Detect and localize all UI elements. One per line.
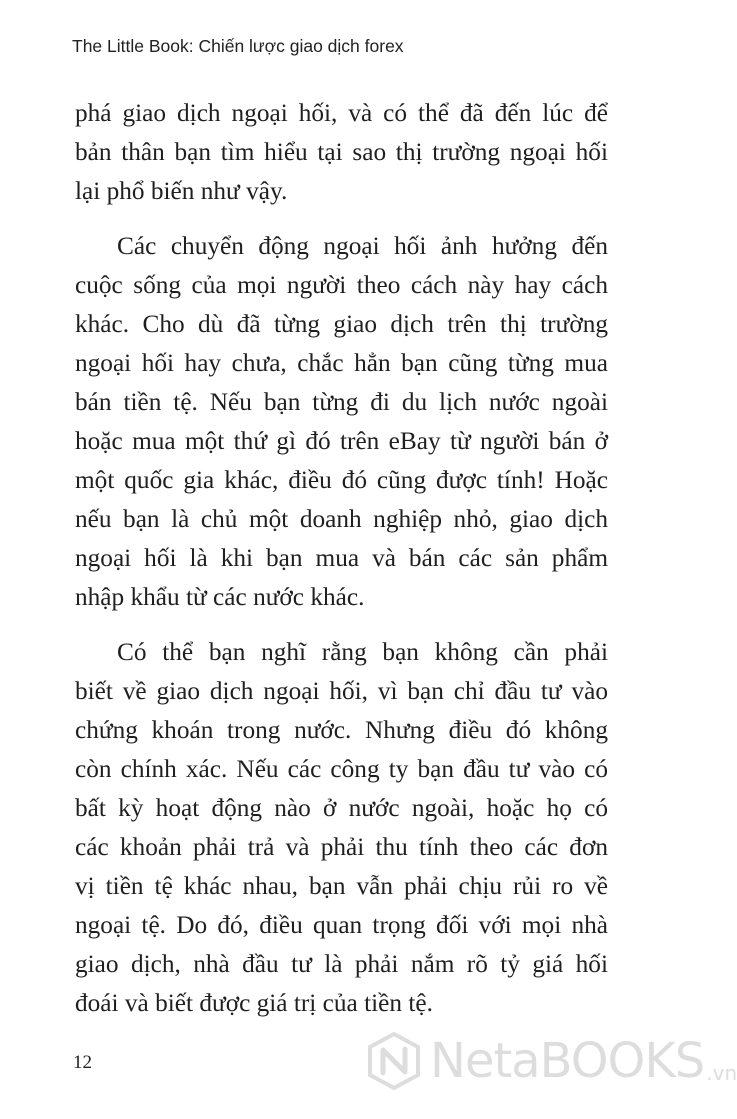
- text-line: một quốc gia khác, điều đó cũng được tính! Hoặc: [75, 466, 608, 494]
- text-line: giao dịch, nhà đầu tư là phải nắm rõ tỷ giá hối: [75, 950, 608, 978]
- running-header: The Little Book: Chiến lược giao dịch forex: [72, 36, 404, 56]
- watermark-brand: NetaBOOKS: [430, 1033, 705, 1089]
- text-line: còn chính xác. Nếu các công ty bạn đầu tư vào có: [75, 755, 608, 783]
- watermark-suffix: .vn: [706, 1061, 737, 1085]
- text-line: ngoại hối là khi bạn mua và bán các sản phẩm: [75, 544, 608, 572]
- text-line: bản thân bạn tìm hiểu tại sao thị trường ngoại hối: [75, 138, 608, 166]
- netabooks-logo-icon: [364, 1031, 424, 1091]
- text-line: chứng khoán trong nước. Nhưng điều đó không: [75, 716, 608, 744]
- text-line: cuộc sống của mọi người theo cách này hay cách: [75, 271, 608, 299]
- text-line: ngoại hối hay chưa, chắc hẳn bạn cũng từng mua: [75, 349, 608, 377]
- page-number: 12: [73, 1052, 92, 1073]
- text-line: lại phổ biến như vậy.: [75, 177, 288, 205]
- text-line: biết về giao dịch ngoại hối, vì bạn chỉ đầu tư vào: [75, 677, 608, 705]
- text-line: nếu bạn là chủ một doanh nghiệp nhỏ, giao dịch: [75, 505, 608, 533]
- text-line: hoặc mua một thứ gì đó trên eBay từ người bán ở: [75, 427, 608, 455]
- text-line: bất kỳ hoạt động nào ở nước ngoài, hoặc họ có: [75, 794, 608, 822]
- text-line: ngoại tệ. Do đó, điều quan trọng đối với mọi nhà: [75, 911, 608, 939]
- text-line: phá giao dịch ngoại hối, và có thể đã đến lúc để: [75, 99, 608, 127]
- text-line: đoái và biết được giá trị của tiền tệ.: [75, 989, 433, 1017]
- text-line: bán tiền tệ. Nếu bạn từng đi du lịch nước ngoài: [75, 388, 608, 416]
- text-line: vị tiền tệ khác nhau, bạn vẫn phải chịu rủi ro về: [75, 872, 608, 900]
- text-line: nhập khẩu từ các nước khác.: [75, 583, 365, 611]
- watermark: [364, 1025, 737, 1097]
- text-line: khác. Cho dù đã từng giao dịch trên thị trường: [75, 310, 608, 338]
- text-line: Có thể bạn nghĩ rằng bạn không cần phải: [117, 638, 608, 666]
- text-line: Các chuyển động ngoại hối ảnh hưởng đến: [117, 232, 608, 260]
- text-line: các khoản phải trả và phải thu tính theo các đơn: [75, 833, 608, 861]
